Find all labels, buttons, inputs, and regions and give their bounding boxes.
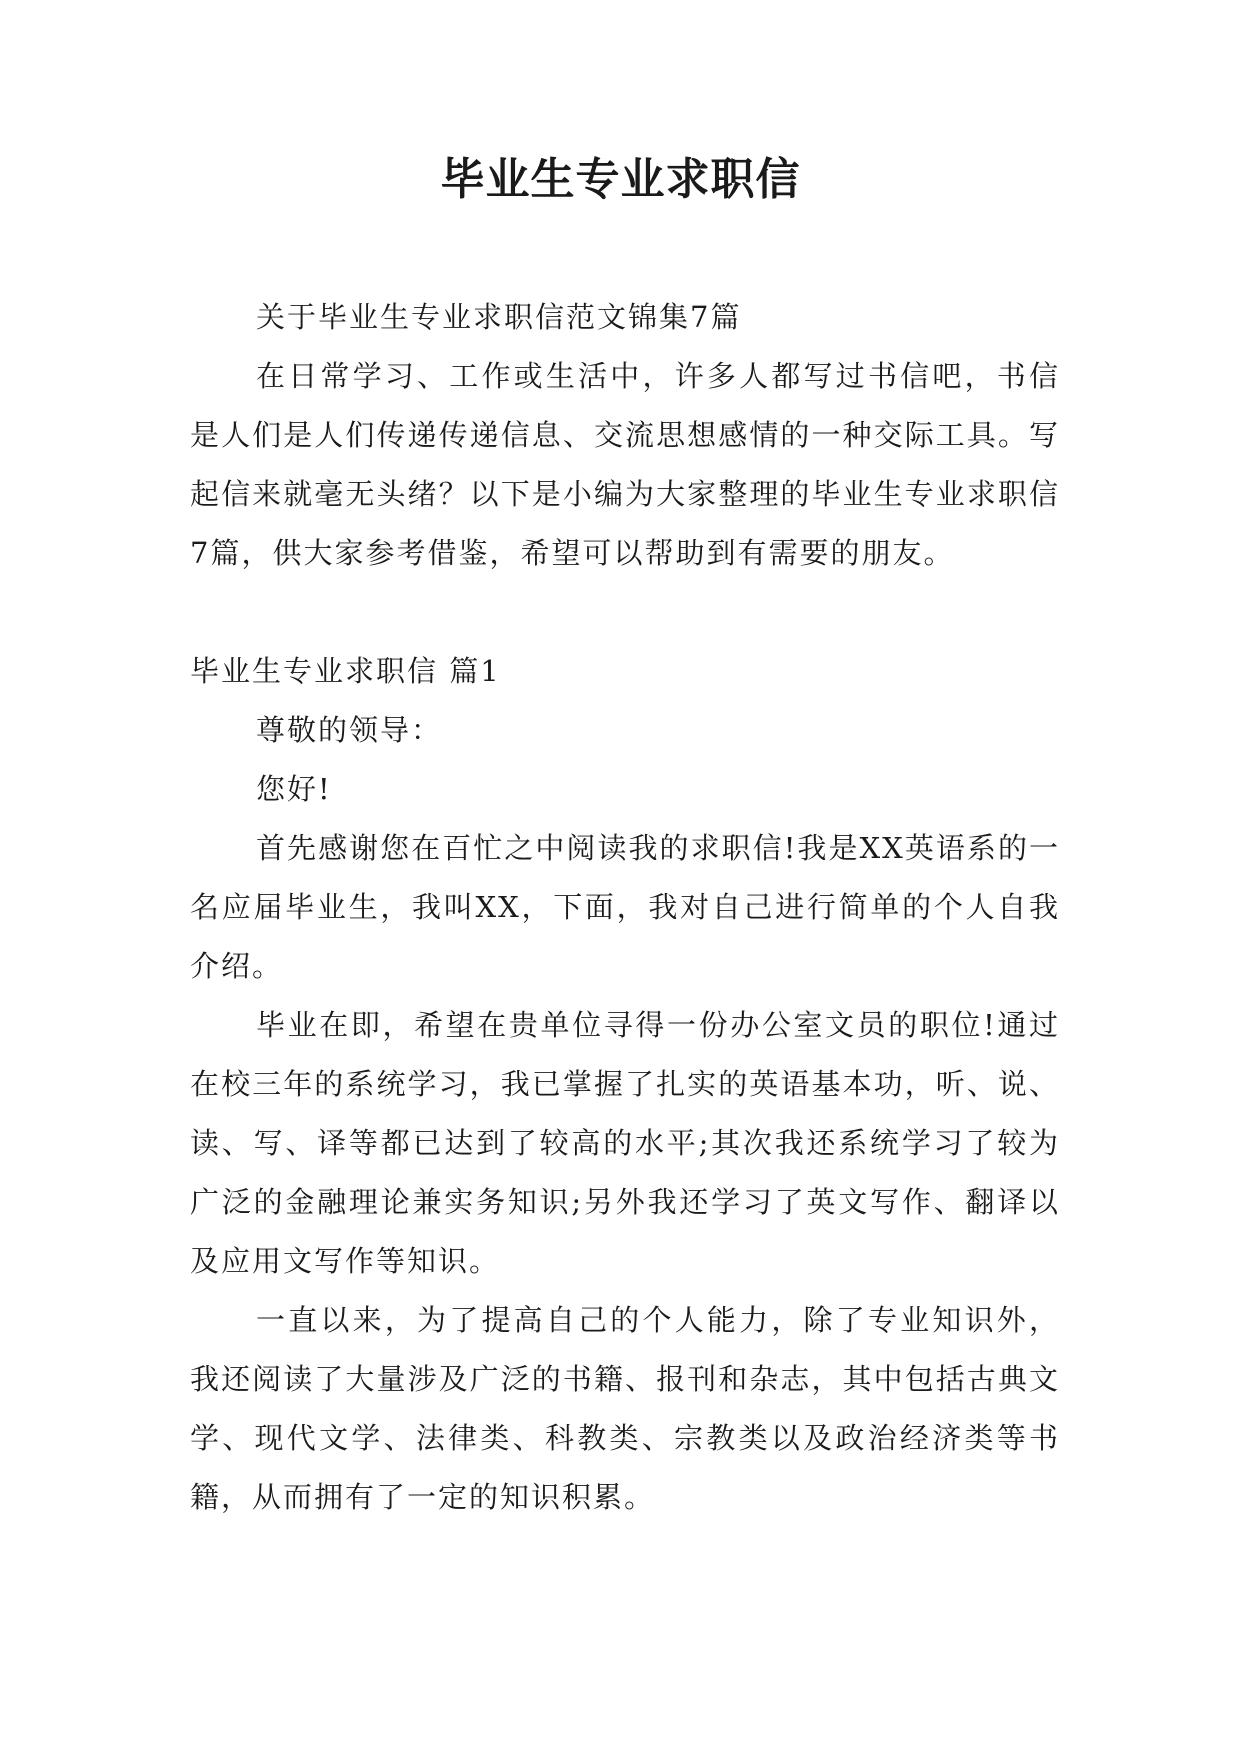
body-paragraph: 首先感谢您在百忙之中阅读我的求职信!我是XX英语系的一名应届毕业生，我叫XX，下面，我对自己进行简单的个人自我介绍。	[190, 831, 1060, 983]
section-heading: 毕业生专业求职信 篇1	[190, 654, 501, 688]
body-paragraph: 毕业在即，希望在贵单位寻得一份办公室文员的职位!通过在校三年的系统学习，我已掌握了扎实的英语基本功，听、说、读、写、译等都已达到了较高的水平;其次我还系统学习了较为广泛的金融理论兼实务知识;另外我还学习了英文写作、翻译以及应用文写作等知识。	[190, 1008, 1060, 1278]
greeting: 您好!	[256, 772, 332, 806]
document-body	[190, 288, 1060, 1527]
body-paragraph: 一直以来，为了提高自己的个人能力，除了专业知识外，我还阅读了大量涉及广泛的书籍、报刊和杂志，其中包括古典文学、现代文学、法律类、科教类、宗教类以及政治经济类等书籍，从而拥有了一定的知识积累。	[190, 1303, 1060, 1514]
salutation: 尊敬的领导：	[256, 713, 443, 747]
document-title: 毕业生专业求职信	[440, 154, 801, 205]
intro-paragraph: 在日常学习、工作或生活中，许多人都写过书信吧，书信是人们是人们传递传递信息、交流思想感情的一种交际工具。写起信来就毫无头绪？以下是小编为大家整理的毕业生专业求职信7篇，供大家参考借鉴，希望可以帮助到有需要的朋友。	[190, 359, 1060, 570]
section-spacer	[190, 583, 1060, 642]
intro-subtitle: 关于毕业生专业求职信范文锦集7篇	[256, 300, 742, 334]
